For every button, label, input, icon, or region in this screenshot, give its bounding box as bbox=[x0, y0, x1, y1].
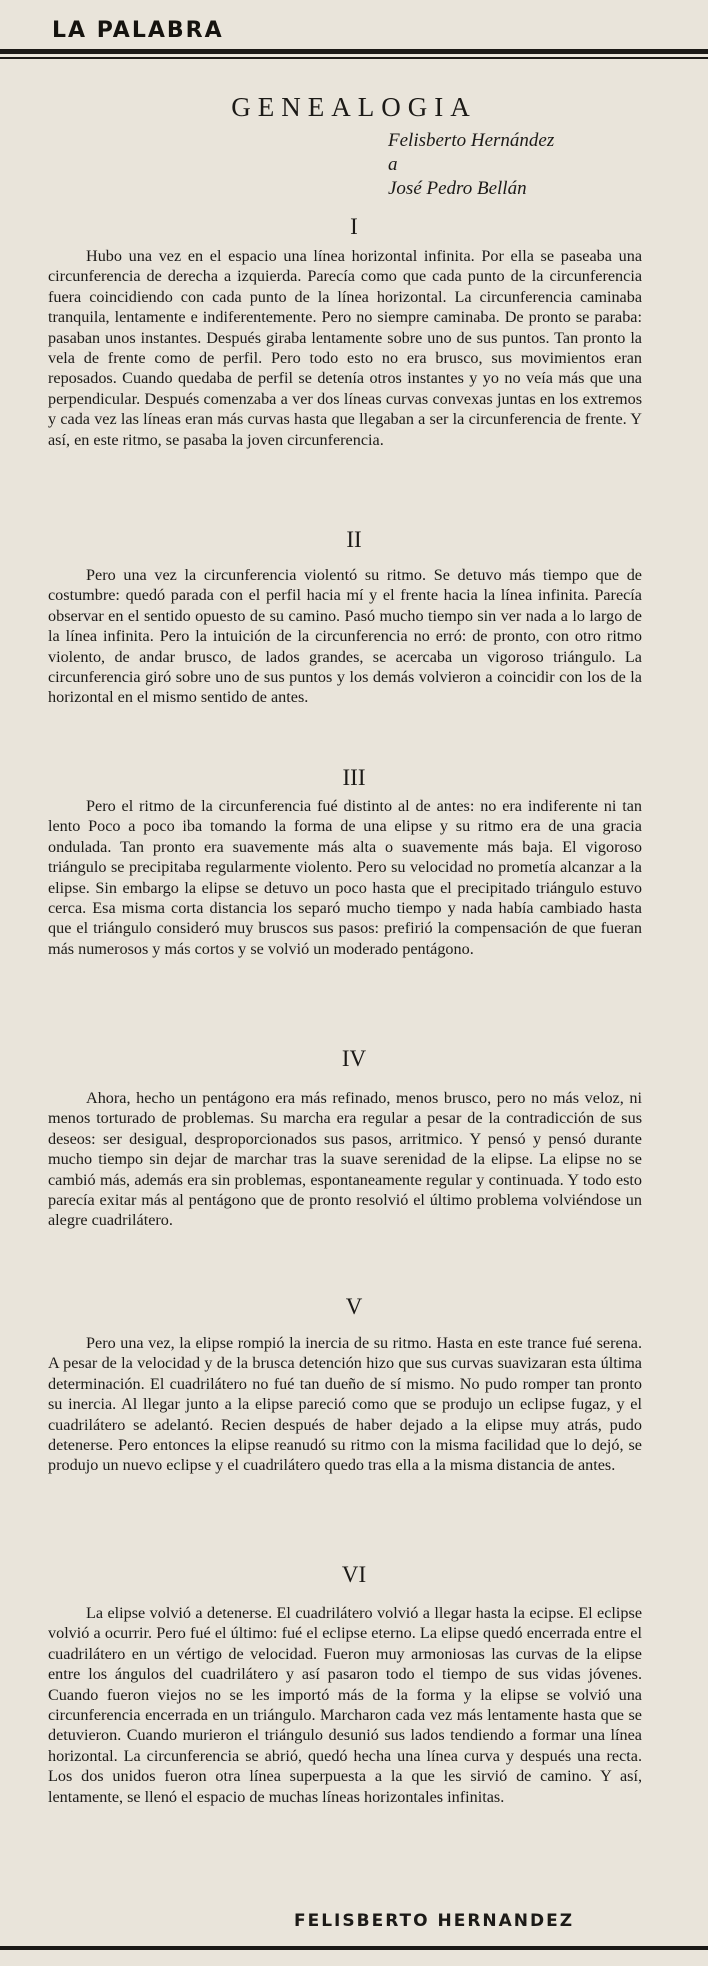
section-numeral-3: III bbox=[342, 765, 366, 790]
section-numeral-5: V bbox=[345, 1294, 363, 1319]
section-text-6: La elipse volvió a detenerse. El cuadrilátero volvió a llegar hasta la ecipse. El eclipse volvió a ocurrir. Pero fué el último: fué el eclipse eterno. La elipse quedó encerrada entre el cuadrilátero en un vértigo de velocidad. Fueron muy armoniosas las curvas de la elipse entre los ángulos del cuadrilátero y así pasaron todo el tiempo de sus vidas jóvenes. Cuando fueron viejos no se les importó más de la forma y la elipse se volvió una circunferencia encerrada en un triángulo. Marcharon cada vez más lentamente hasta que se detuvieron. Cuando murieron el triángulo desunió sus lados tendiendo a formar una línea horizontal. La circunferencia se abrió, quedó hecha una línea curva y después una recta. Los dos unidos fueron otra línea superpuesta a la que les sirvió de camino. Y así, lentamente, se llenó el espacio de muchas líneas horizontales infinitas. bbox=[48, 1604, 642, 1806]
section-numeral-2: II bbox=[346, 527, 362, 552]
top-rule-thin bbox=[0, 57, 708, 59]
section-numeral-6: VI bbox=[341, 1562, 367, 1587]
dedication-a: a bbox=[388, 154, 398, 175]
dedication bbox=[388, 129, 554, 201]
top-rule bbox=[0, 49, 708, 54]
article-title: GENEALOGIA bbox=[231, 92, 477, 123]
section-text-2: Pero una vez la circunferencia violentó su ritmo. Se detuvo más tiempo que de costumbre: quedó parada con el perfil hacia mí y el frente hacia la línea infinita. Parecía observar en el sentido opuesto de su camino. Pasó mucho tiempo sin ver nada a lo largo de la línea infinita. Pero la intuición de la circunferencia no erró: de pronto, con otro ritmo violento, de andar brusco, de lados grandes, se acercaba un vigoroso triángulo. La circunferencia giró sobre uno de sus puntos y los demás volvieron a coincidir con los de la horizontal en el mismo sentido de antes. bbox=[48, 566, 642, 707]
masthead: LA PALABRA bbox=[52, 18, 224, 43]
dedication-author: Felisberto Hernández bbox=[388, 130, 555, 151]
section-text-1: Hubo una vez en el espacio una línea horizontal infinita. Por ella se paseaba una circunferencia de derecha a izquierda. Parecía como que cada punto de la circunferencia fuera coincidiendo con cada punto de la línea horizontal. La circunferencia caminaba tranquila, lentamente e indiferentemente. Pero no siempre caminaba. De pronto se paraba: pasaban unos instantes. Después giraba lentamente sobre uno de sus puntos. Tan pronto la vela de frente como de perfil. Pero todo esto no era brusco, sus movimientos eran reposados. Cuando quedaba de perfil se detenía otros instantes y yo no veía más que una perpendicular. Después comenzaba a ver dos líneas curvas convexas juntas en los extremos y cada vez las líneas eran más curvas hasta que llegaban a ser la circunferencia de frente. Y así, en este ritmo, se pasaba la joven circunferencia. bbox=[48, 247, 642, 449]
dedication-recipient: José Pedro Bellán bbox=[388, 178, 527, 199]
section-numeral-1: I bbox=[350, 214, 358, 239]
section-text-5: Pero una vez, la elipse rompió la inercia de su ritmo. Hasta en este trance fué serena. A pesar de la velocidad y de la brusca detención hizo que sus curvas suavizaran esta última determinación. El cuadrilátero no fué tan dueño de sí mismo. No pudo romper tan pronto su inercia. Al llegar junto a la elipse pareció como que se produjo un eclipse fugaz, y el cuadrilátero se adelantó. Recien después de haber dejado a la elipse muy atrás, pudo detenerse. Pero entonces la elipse reanudó su ritmo con la misma facilidad que lo dejó, se produjo un nuevo eclipse y el cuadrilátero quedo tras ella a la misma distancia de antes. bbox=[48, 1334, 642, 1475]
bottom-rule bbox=[0, 1946, 708, 1950]
section-numeral-4: IV bbox=[341, 1046, 367, 1071]
section-text-3: Pero el ritmo de la circunferencia fué distinto al de antes: no era indiferente ni tan lento Poco a poco iba tomando la forma de una elipse y su ritmo era de una gracia ondulada. Tan pronto era suavemente más alta o suavemente más baja. El vigoroso triángulo se precipitaba regularmente violento. Pero su velocidad no prometía alcanzar a la elipse. Sin embargo la elipse se detuvo un poco hasta que el precipitado triángulo estuvo cerca. Esa misma corta distancia los separó mucho tiempo y nada había cambiado hasta que el triángulo consideró muy bruscos sus pasos: prefirió la compensación de que fueran más numerosos y más cortos y se volvió un moderado pentágono. bbox=[48, 797, 642, 958]
signature: FELISBERTO HERNANDEZ bbox=[294, 1911, 575, 1931]
section-text-4: Ahora, hecho un pentágono era más refinado, menos brusco, pero no más veloz, ni menos torturado de problemas. Su marcha era regular a pesar de la contradicción de sus deseos: ser desigual, desproporcionados sus pasos, arritmico. Y pensó y pensó durante mucho tiempo sin dejar de marchar tras la suave serenidad de la elipse. La elipse no se cambió más, además era sin problemas, espontaneamente regular y continuada. Y todo esto parecía exitar más al pentágono que de pronto resolvió el último problema volviéndose un alegre cuadrilátero. bbox=[48, 1089, 642, 1230]
